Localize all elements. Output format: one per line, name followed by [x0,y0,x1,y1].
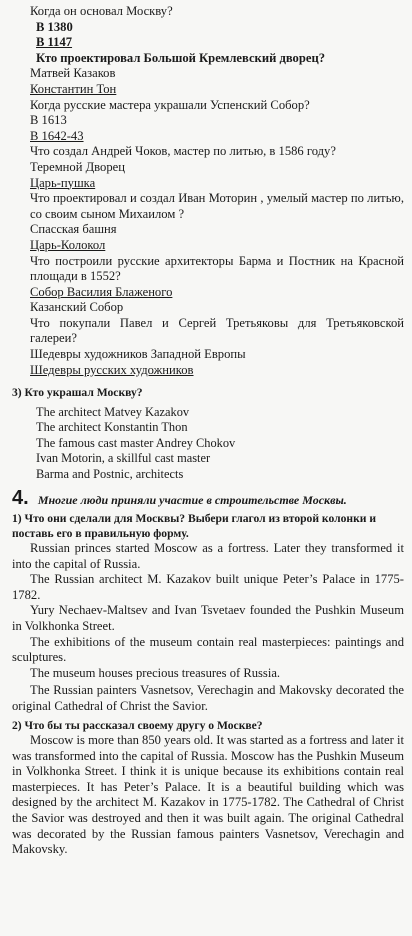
answer-correct: В 1642-43 [30,128,84,143]
answer-paragraph: Yury Nechaev-Maltsev and Ivan Tsvetaev founded the Pushkin Museum in Volkhonka Street. [12,603,404,633]
question-barma: Что построили русские архитекторы Барма и Постник на Красной площади в 1552? [30,253,404,284]
answer-option: Казанский Собор [30,300,124,315]
answer-option: В 1380 [36,19,73,34]
answer-paragraph: Moscow is more than 850 years old. It was started as a fortress and later it was transformed into the capital of Russia. Moscow has the Pushkin Museum in Volkhonka Street. I think it is unique because its exhibitions contain real masterpieces. It has Peter’s Palace. It is a beautiful building which was designed by the architect M. Kazakov in 1775-1782. The Cathedral of Christ the Savior was destroyed and then it was built again. The original Cathedral was decorated by the Russian famous painters Vasnetsov, Verechagin and Makovsky. [12,732,404,857]
answer-correct: В 1147 [36,35,73,50]
list-item: The architect Konstantin Thon [36,420,188,435]
section-4-title: Многие люди приняли участие в строительстве Москвы. [37,492,347,507]
answer-paragraph: The Russian architect M. Kazakov built unique Peter’s Palace in 1775-1782. [12,572,404,602]
answer-option: Теремной Дворец [30,159,125,174]
answer-option: Матвей Казаков [30,66,116,81]
section-3 [12,386,404,482]
answer-correct: Константин Тон [30,81,117,96]
answer-option: Шедевры художников Западной Европы [30,347,246,362]
question-chokov: Что создал Андрей Чоков, мастер по литью, в 1586 году? [30,144,336,159]
question-2-heading: 2) Что бы ты рассказал своему другу о Москве? [12,718,263,732]
answer-correct: Собор Василия Блаженого [30,284,173,299]
question-uspensky: Когда русские мастера украшали Успенский Собор? [30,97,310,112]
answer-option: В 1613 [30,113,67,128]
question-founded: Когда он основал Москву? [30,4,173,18]
section-4-title-row [12,486,404,509]
list-item: The famous cast master Andrey Chokov [36,435,236,450]
section-4 [12,486,404,858]
answer-option: Спасская башня [30,222,117,237]
section-3-heading: 3) Кто украшал Москву? [12,386,143,400]
answer-paragraph: The Russian painters Vasnetsov, Verechagin and Makovsky decorated the original Cathedral of Christ the Savior. [12,683,404,713]
answer-paragraph: The exhibitions of the museum contain real masterpieces: paintings and sculptures. [12,634,404,665]
list-item: Barma and Postnic, architects [36,467,184,482]
list-item: The architect Matvey Kazakov [36,404,190,419]
answer-paragraph: The museum houses precious treasures of Russia. [30,665,281,680]
question-1-heading: 1) Что они сделали для Москвы? Выбери глагол из второй колонки и поставь его в правильную форму. [12,512,377,540]
list-item: Ivan Motorin, a skillful cast master [36,451,211,466]
answer-correct: Шедевры русских художников [30,362,194,377]
question-kremlin-palace: Кто проектировал Большой Кремлевский дворец? [36,50,326,65]
answer-correct: Царь-Колокол [30,237,106,252]
answer-paragraph: Russian princes started Moscow as a fortress. Later they transformed it into the capital of Russia. [12,541,404,571]
answer-correct: Царь-пушка [30,175,96,190]
question-list-top [12,4,404,378]
question-motorin: Что проектировал и создал Иван Моторин , умелый мастер по литью, со своим сыном Михаилом ? [30,191,404,221]
question-tretyakov: Что покупали Павел и Сергей Третьяковы для Третьяковской галереи? [30,315,404,346]
section-4-number: 4. [12,486,29,509]
